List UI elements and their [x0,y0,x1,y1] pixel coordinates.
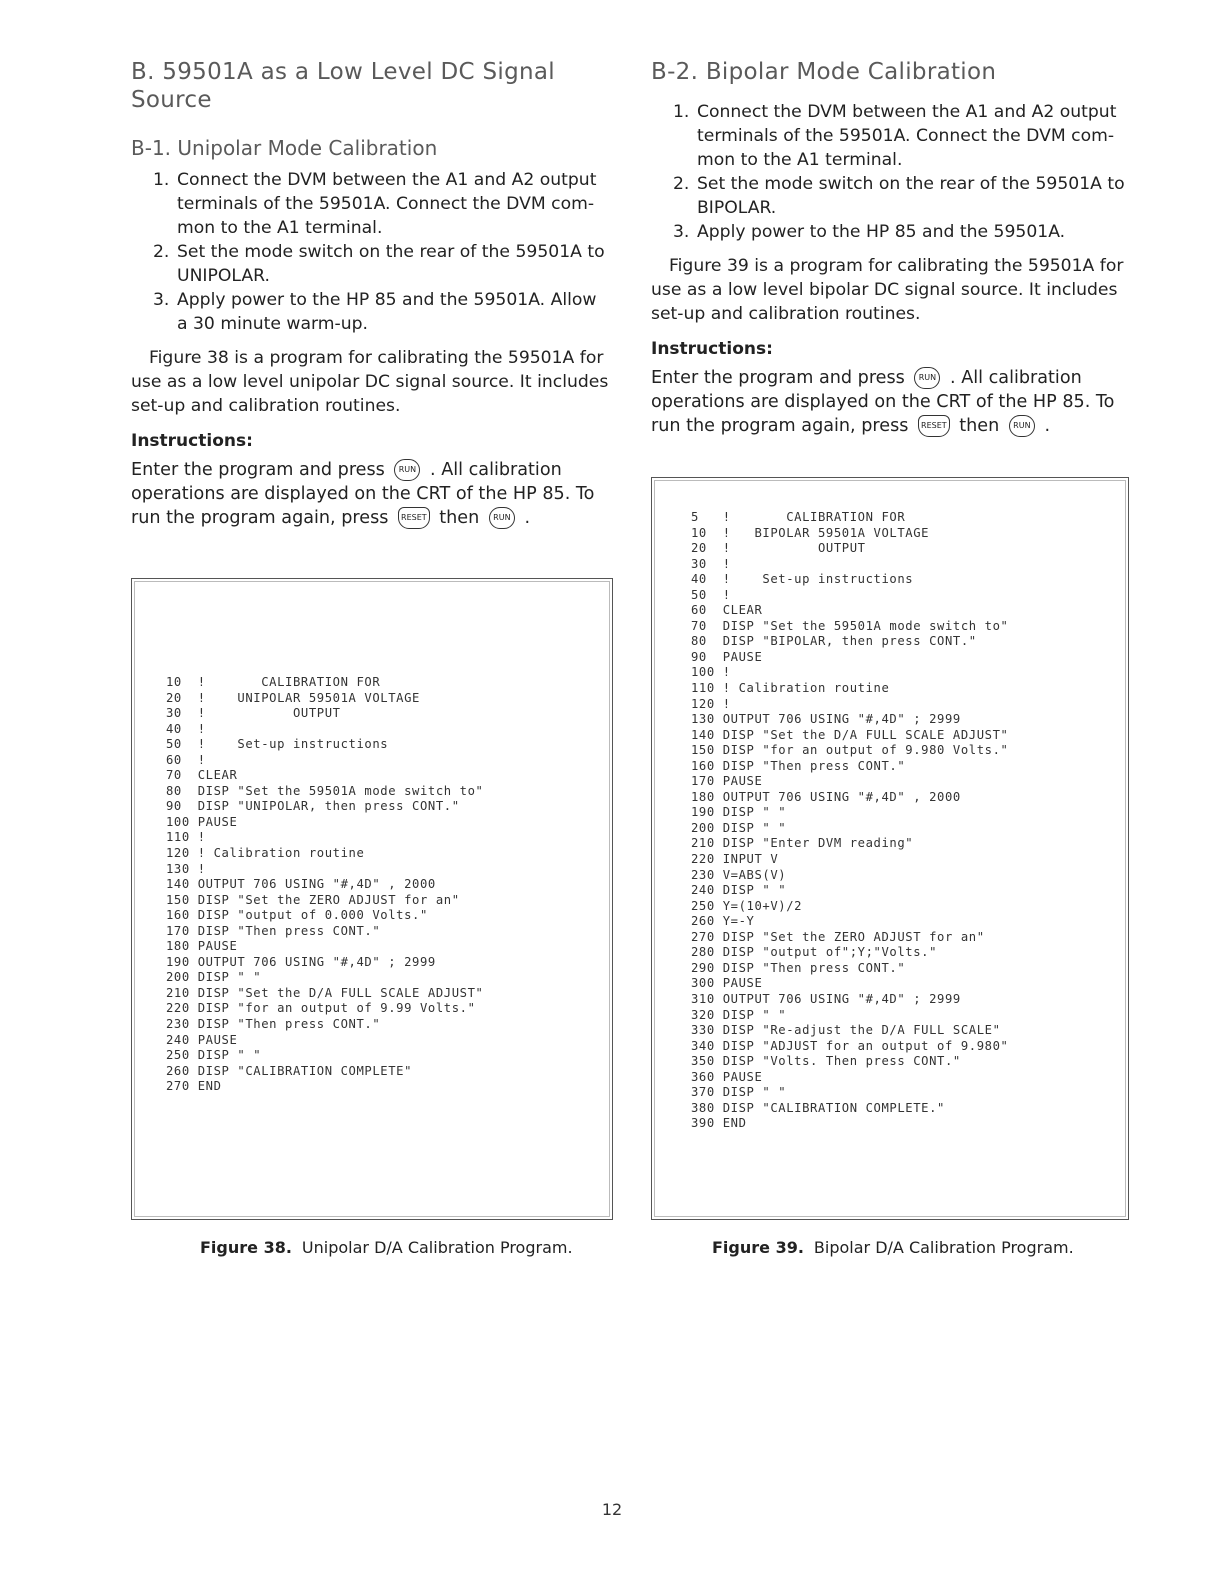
code-line: 210 DISP "Enter DVM reading" [691,836,914,851]
code-line: 20 ! UNIPOLAR 59501A VOLTAGE [166,690,420,705]
inst-text: then [959,416,1000,436]
figure38-caption [200,1238,573,1258]
section-title-line2: Source [131,87,212,113]
step-number: 2. [673,174,690,194]
code-line: 320 DISP " " [691,1007,787,1022]
code-line: 190 DISP " " [691,805,787,820]
step-line: BIPOLAR. [697,198,777,218]
code-line: 60 CLEAR [691,603,763,618]
code-line: 170 PAUSE [691,774,763,789]
para-line: set-up and calibration routines. [131,396,401,416]
code-line: 50 ! [691,587,731,602]
code-line: 100 ! [691,665,731,680]
code-line: 120 ! Calibration routine [166,846,365,861]
code-line: 50 ! Set-up instructions [166,737,389,752]
code-line: 150 DISP "Set the ZERO ADJUST for an" [166,892,460,907]
para-line: use as a low level unipolar DC signal source. It includes [131,372,609,392]
code-line: 200 DISP " " [166,970,262,985]
step-line: a 30 minute warm-up. [177,314,368,334]
code-line: 310 OUTPUT 706 USING "#,4D" ; 2999 [691,991,961,1006]
code-line: 120 ! [691,696,731,711]
step-item [131,168,611,240]
code-line: 130 OUTPUT 706 USING "#,4D" ; 2999 [691,712,961,727]
inst-text: operations are displayed on the CRT of the HP 85. To [651,392,1115,412]
figure39-caption-text: Bipolar D/A Calibration Program. [813,1238,1074,1257]
step-item [651,172,1129,220]
code-line: 330 DISP "Re-adjust the D/A FULL SCALE" [691,1023,1001,1038]
instructions-text [131,458,611,530]
code-line: 30 ! OUTPUT [166,706,341,721]
inst-text: . All calibration [430,460,562,480]
code-line: 190 OUTPUT 706 USING "#,4D" ; 2999 [166,954,436,969]
code-line: 60 ! [166,752,206,767]
step-line: Connect the DVM between the A1 and A2 output [697,102,1117,122]
right-column [651,58,1129,438]
section-title-b2: B-2. Bipolar Mode Calibration [651,59,997,85]
code-line: 360 PAUSE [691,1069,763,1084]
step-line: Connect the DVM between the A1 and A2 output [177,170,597,190]
code-line: 230 V=ABS(V) [691,867,787,882]
subsection-title-b1: B-1. Unipolar Mode Calibration [131,136,438,160]
figure39-code-listing [691,510,1009,1132]
step-item [131,240,611,288]
step-line: mon to the A1 terminal. [697,150,903,170]
code-line: 180 PAUSE [166,939,238,954]
step-number: 2. [153,242,170,262]
step-item [651,100,1129,172]
para-line: Figure 38 is a program for calibrating the 59501A for [149,348,604,368]
code-line: 80 DISP "Set the 59501A mode switch to" [166,783,484,798]
code-line: 140 DISP "Set the D/A FULL SCALE ADJUST" [691,727,1009,742]
run-key-icon: RUN [1009,415,1035,437]
code-line: 130 ! [166,861,206,876]
code-line: 240 DISP " " [691,883,787,898]
reset-key-icon: RESET [398,507,430,529]
step-line: terminals of the 59501A. Connect the DVM com- [697,126,1115,146]
code-line: 260 Y=-Y [691,914,755,929]
code-line: 80 DISP "BIPOLAR, then press CONT." [691,634,977,649]
reset-key-icon: RESET [918,415,950,437]
run-key-icon: RUN [489,507,515,529]
bipolar-steps [651,100,1129,244]
step-item [131,288,611,336]
step-line: terminals of the 59501A. Connect the DVM com- [177,194,595,214]
code-line: 140 OUTPUT 706 USING "#,4D" , 2000 [166,877,436,892]
code-line: 70 CLEAR [166,768,238,783]
code-line: 370 DISP " " [691,1085,787,1100]
instructions-heading: Instructions: [651,339,773,359]
section-title-line1: B. 59501A as a Low Level DC Signal [131,59,555,85]
code-line: 30 ! [691,556,731,571]
code-line: 350 DISP "Volts. Then press CONT." [691,1054,961,1069]
code-line: 210 DISP "Set the D/A FULL SCALE ADJUST" [166,985,484,1000]
para-line: use as a low level bipolar DC signal source. It includes [651,280,1118,300]
run-key-icon: RUN [394,459,420,481]
figure38-code-listing [166,675,484,1095]
code-line: 270 DISP "Set the ZERO ADJUST for an" [691,929,985,944]
code-line: 250 Y=(10+V)/2 [691,898,803,913]
code-line: 100 PAUSE [166,814,238,829]
code-line: 5 ! CALIBRATION FOR [691,510,906,524]
step-line: Apply power to the HP 85 and the 59501A. Allow [177,290,597,310]
code-line: 240 PAUSE [166,1032,238,1047]
unipolar-steps [131,168,611,336]
code-line: 340 DISP "ADJUST for an output of 9.980" [691,1038,1009,1053]
code-line: 40 ! [166,721,206,736]
code-line: 260 DISP "CALIBRATION COMPLETE" [166,1063,413,1078]
inst-text: Enter the program and press [131,460,385,480]
step-line: mon to the A1 terminal. [177,218,383,238]
left-column [131,58,611,530]
code-line: 270 END [166,1079,222,1094]
step-number: 1. [673,102,690,122]
code-line: 200 DISP " " [691,820,787,835]
code-line: 150 DISP "for an output of 9.980 Volts." [691,743,1009,758]
run-key-icon: RUN [914,367,940,389]
code-line: 290 DISP "Then press CONT." [691,960,906,975]
step-line: Set the mode switch on the rear of the 59501A to [177,242,605,262]
inst-text: . [1044,416,1051,436]
inst-text: . [524,508,531,528]
code-line: 160 DISP "output of 0.000 Volts." [166,908,428,923]
code-line: 250 DISP " " [166,1048,262,1063]
inst-text: run the program again, press [651,416,909,436]
para-line: set-up and calibration routines. [651,304,921,324]
code-line: 70 DISP "Set the 59501A mode switch to" [691,618,1009,633]
figure38-caption-text: Unipolar D/A Calibration Program. [301,1238,573,1257]
code-line: 180 OUTPUT 706 USING "#,4D" , 2000 [691,789,961,804]
code-line: 230 DISP "Then press CONT." [166,1017,381,1032]
code-line: 380 DISP "CALIBRATION COMPLETE." [691,1100,945,1115]
inst-text: . All calibration [950,368,1082,388]
step-number: 1. [153,170,170,190]
code-line: 110 ! [166,830,206,845]
step-item [651,220,1129,244]
figure38-caption-label: Figure 38. [200,1238,292,1257]
code-line: 390 END [691,1116,747,1131]
figure39-caption-label: Figure 39. [712,1238,804,1257]
code-line: 10 ! BIPOLAR 59501A VOLTAGE [691,525,930,540]
code-line: 90 DISP "UNIPOLAR, then press CONT." [166,799,460,814]
figure38-description [131,346,611,418]
code-line: 40 ! Set-up instructions [691,572,914,587]
code-line: 90 PAUSE [691,649,763,664]
inst-text: operations are displayed on the CRT of the HP 85. To [131,484,595,504]
step-line: UNIPOLAR. [177,266,270,286]
code-line: 280 DISP "output of";Y;"Volts." [691,945,938,960]
code-line: 10 ! CALIBRATION FOR [166,675,381,689]
code-line: 170 DISP "Then press CONT." [166,923,381,938]
section-title-b [131,58,611,114]
code-line: 20 ! OUTPUT [691,541,866,556]
code-line: 220 INPUT V [691,852,779,867]
code-line: 300 PAUSE [691,976,763,991]
inst-text: Enter the program and press [651,368,905,388]
page-number: 12 [601,1500,623,1519]
para-line: Figure 39 is a program for calibrating the 59501A for [669,256,1124,276]
code-line: 160 DISP "Then press CONT." [691,758,906,773]
inst-text: then [439,508,480,528]
code-line: 110 ! Calibration routine [691,681,890,696]
figure39-caption [712,1238,1074,1258]
step-line: Apply power to the HP 85 and the 59501A. [697,222,1066,242]
instructions-heading: Instructions: [131,431,253,451]
inst-text: run the program again, press [131,508,389,528]
step-number: 3. [153,290,170,310]
figure39-description [651,254,1129,326]
step-number: 3. [673,222,690,242]
instructions-text [651,366,1129,438]
step-line: Set the mode switch on the rear of the 59501A to [697,174,1125,194]
code-line: 220 DISP "for an output of 9.99 Volts." [166,1001,476,1016]
